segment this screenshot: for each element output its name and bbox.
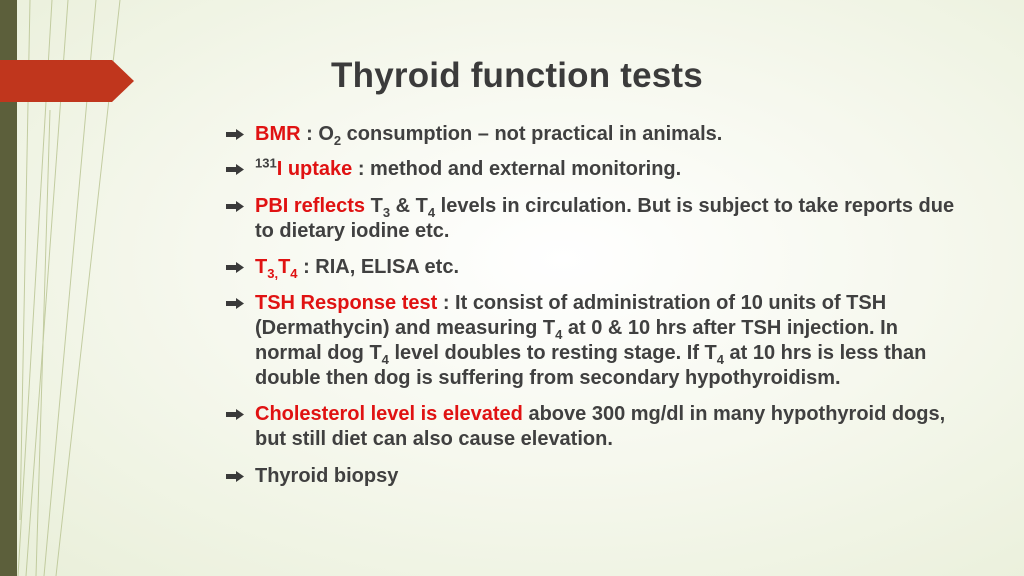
slide-title: Thyroid function tests	[331, 56, 703, 95]
bullet-cholesterol	[226, 402, 966, 452]
tsh-p2: at 0 & 10 hrs after TSH injection. In normal dog T	[255, 317, 898, 364]
cholesterol-label: Cholesterol level is elevated	[255, 403, 523, 425]
t3-sub: 3,	[267, 266, 279, 281]
arrow-right-icon	[226, 471, 244, 482]
bullet-list	[226, 122, 966, 489]
t3t4-rest: : RIA, ELISA etc.	[297, 256, 460, 278]
arrow-right-icon	[226, 409, 244, 420]
tsh-s1: 4	[555, 327, 563, 342]
pbi-rest: levels in circulation. But is subject to take reports due to dietary iodine etc.	[255, 195, 955, 242]
bmr-sub: 2	[333, 133, 342, 148]
arrow-right-icon	[226, 164, 244, 175]
tsh-p4: at 10 hrs is less than double then dog is suffering from secondary hypothyroidism.	[255, 342, 927, 389]
biopsy-text: Thyroid biopsy	[255, 465, 399, 487]
bullet-pbi	[226, 194, 966, 244]
arrow-right-icon	[226, 262, 244, 273]
pbi-label: PBI reflects	[255, 195, 366, 217]
pbi-t3: T	[365, 195, 383, 217]
t4-label: T	[278, 256, 291, 278]
arrow-right-icon	[226, 129, 244, 140]
uptake-sup: 131	[255, 155, 277, 171]
uptake-label: I uptake	[276, 158, 353, 180]
pbi-t3-sub: 3	[382, 205, 391, 220]
bullet-biopsy	[226, 464, 966, 489]
bmr-sep: : O	[300, 123, 334, 145]
pbi-t4-sub: 4	[427, 205, 436, 220]
bullet-t3t4	[226, 255, 966, 280]
uptake-rest: : method and external monitoring.	[352, 158, 682, 180]
arrow-right-icon	[226, 201, 244, 212]
pbi-amp: & T	[390, 195, 428, 217]
tsh-p3: level doubles to resting stage. If T	[388, 342, 717, 364]
bmr-label: BMR	[255, 123, 301, 145]
cholesterol-rest: above 300 mg/dl in many hypothyroid dogs, but still diet can also cause elevation.	[255, 403, 946, 450]
tsh-s3: 4	[716, 352, 724, 367]
tsh-p1: : It consist of administration of 10 units of TSH (Dermathycin) and measuring T	[255, 292, 887, 339]
t3-label: T	[255, 256, 268, 278]
tsh-s2: 4	[381, 352, 389, 367]
bmr-rest: consumption – not practical in animals.	[341, 123, 723, 145]
bullet-uptake	[226, 157, 966, 182]
tsh-label: TSH Response test	[255, 292, 438, 314]
bullet-bmr	[226, 122, 966, 147]
t4-sub: 4	[290, 266, 298, 281]
bullet-tsh	[226, 291, 966, 391]
arrow-right-icon	[226, 298, 244, 309]
